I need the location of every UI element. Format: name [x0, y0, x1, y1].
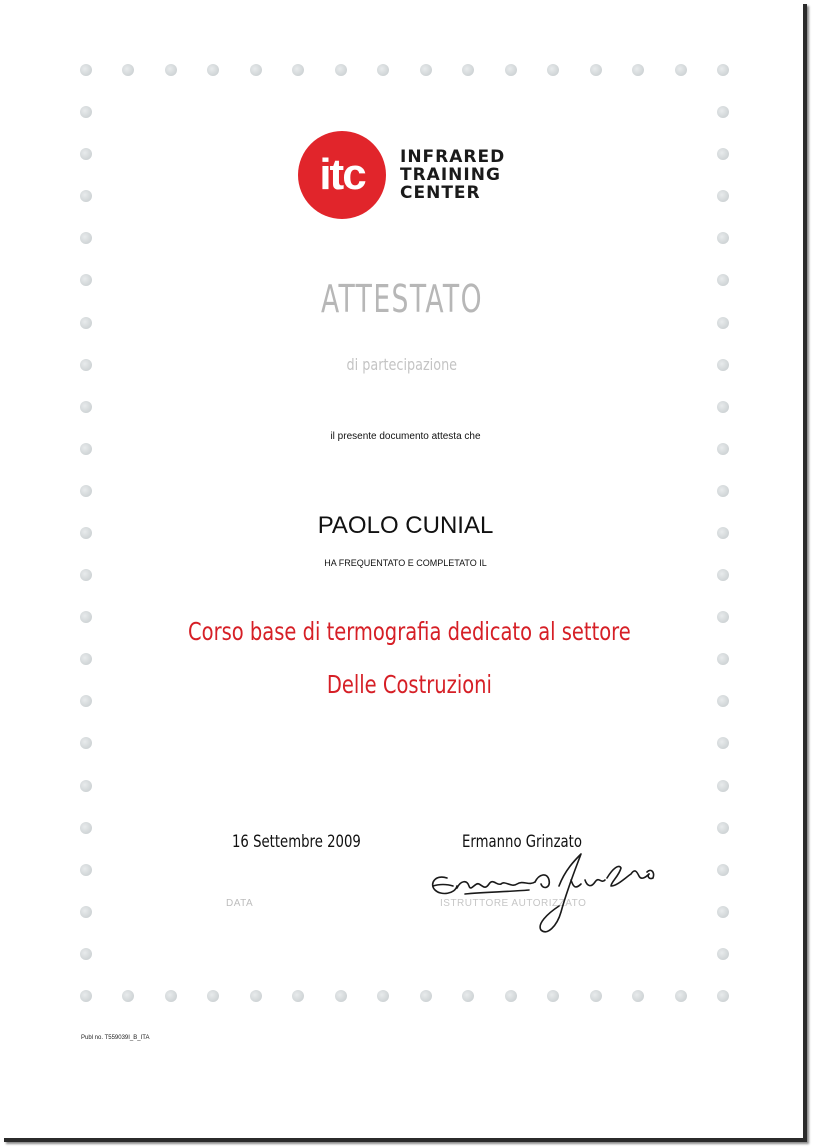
- border-dot: [675, 64, 687, 76]
- border-dot: [717, 737, 729, 749]
- border-dot: [80, 780, 92, 792]
- border-dot: [675, 990, 687, 1002]
- border-dot: [717, 780, 729, 792]
- border-dot: [80, 443, 92, 455]
- border-dot: [165, 64, 177, 76]
- border-dot: [547, 990, 559, 1002]
- border-dot: [165, 990, 177, 1002]
- border-dot: [80, 64, 92, 76]
- border-dot: [122, 64, 134, 76]
- border-dot: [717, 274, 729, 286]
- border-dot: [505, 64, 517, 76]
- logo-line-infrared: INFRARED: [400, 147, 506, 167]
- border-dot: [250, 64, 262, 76]
- border-dot: [717, 64, 729, 76]
- border-dot: [80, 737, 92, 749]
- border-dot: [717, 190, 729, 202]
- border-dot: [377, 990, 389, 1002]
- itc-logo: [298, 131, 518, 221]
- border-dot: [717, 106, 729, 118]
- course-title-line-1: Corso base di termografia dedicato al settore: [188, 617, 631, 646]
- border-dot: [632, 990, 644, 1002]
- border-dot: [717, 948, 729, 960]
- border-dot: [80, 148, 92, 160]
- border-dot: [80, 569, 92, 581]
- border-dot: [717, 906, 729, 918]
- border-dot: [80, 274, 92, 286]
- border-dot: [377, 64, 389, 76]
- intro-text: il presente documento attesta che: [330, 431, 481, 442]
- border-dot: [80, 317, 92, 329]
- border-dot: [717, 401, 729, 413]
- border-dot: [80, 906, 92, 918]
- border-dot: [717, 822, 729, 834]
- border-dot: [292, 64, 304, 76]
- border-dot: [80, 948, 92, 960]
- itc-logo-wordmark: [400, 148, 505, 202]
- border-dot: [80, 106, 92, 118]
- signer-name: Ermanno Grinzato: [462, 832, 582, 852]
- date-caption: DATA: [226, 898, 254, 909]
- border-dot: [717, 864, 729, 876]
- border-dot: [547, 64, 559, 76]
- border-dot: [420, 990, 432, 1002]
- logo-line-center: CENTER: [400, 183, 481, 203]
- border-dot: [420, 64, 432, 76]
- border-dot: [717, 232, 729, 244]
- certificate-subtitle: di partecipazione: [346, 355, 458, 374]
- border-dot: [717, 317, 729, 329]
- itc-logo-mark: itc: [298, 131, 386, 219]
- border-dot: [335, 64, 347, 76]
- border-dot: [80, 190, 92, 202]
- border-dot: [207, 64, 219, 76]
- border-dot: [717, 443, 729, 455]
- border-dot: [335, 990, 347, 1002]
- border-dot: [717, 653, 729, 665]
- course-title-line-2: Delle Costruzioni: [326, 670, 492, 699]
- border-dot: [632, 64, 644, 76]
- border-dot: [717, 990, 729, 1002]
- border-dot: [590, 64, 602, 76]
- border-dot: [250, 990, 262, 1002]
- border-dot: [80, 485, 92, 497]
- border-dot: [590, 990, 602, 1002]
- border-dot: [717, 485, 729, 497]
- border-dot: [80, 401, 92, 413]
- handwritten-signature: [425, 850, 665, 940]
- border-dot: [80, 232, 92, 244]
- border-dot: [80, 822, 92, 834]
- completed-text: HA FREQUENTATO E COMPLETATO IL: [324, 558, 487, 568]
- border-dot: [462, 64, 474, 76]
- recipient-name: PAOLO CUNIAL: [317, 512, 494, 539]
- border-dot: [505, 990, 517, 1002]
- border-dot: [80, 653, 92, 665]
- certificate-title: ATTESTATO: [320, 277, 483, 321]
- signer-caption: ISTRUTTORE AUTORIZZATO: [440, 898, 587, 909]
- border-dot: [717, 569, 729, 581]
- border-dot: [122, 990, 134, 1002]
- border-dot: [80, 990, 92, 1002]
- border-dot: [462, 990, 474, 1002]
- border-dot: [80, 864, 92, 876]
- border-dot: [207, 990, 219, 1002]
- border-dot: [717, 148, 729, 160]
- logo-line-training: TRAINING: [400, 165, 501, 185]
- publication-number: Publ no. T559039I_B_ITA: [81, 1035, 150, 1041]
- date-value: 16 Settembre 2009: [232, 832, 361, 852]
- border-dot: [292, 990, 304, 1002]
